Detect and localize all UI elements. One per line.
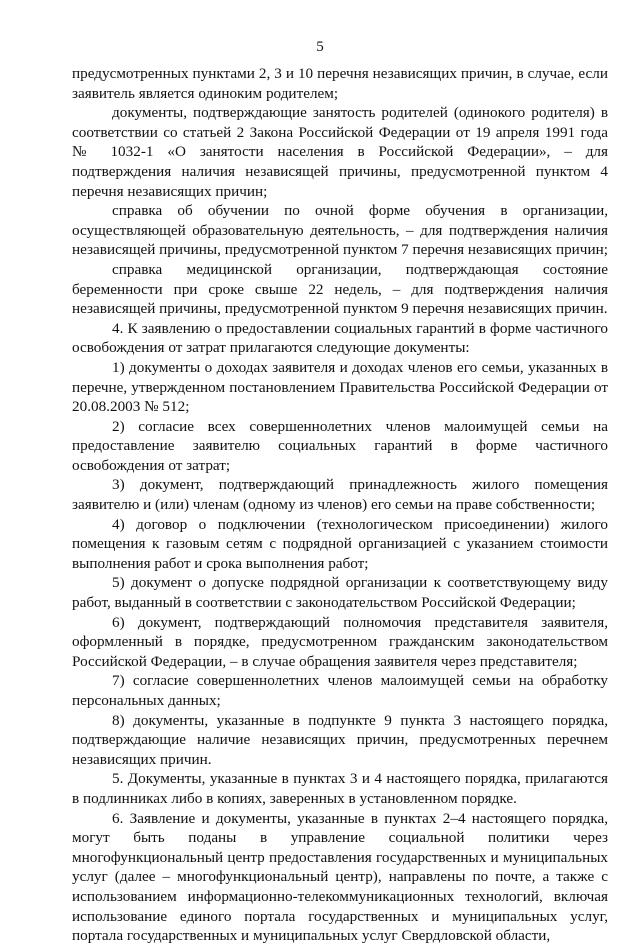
list-item-6: 6) документ, подтверждающий полномочия представителя заявителя, оформленный в порядке, предусмотренном гражданским законодательством Российской Федерации, – в случае обращения заявителя через представителя; <box>72 613 608 670</box>
paragraph-section-6: 6. Заявление и документы, указанные в пунктах 2–4 настоящего порядка, могут быть поданы в управление социальной политики через многофункциональный центр предоставления государственных и муниципальных услуг (далее – многофункциональный центр), направлены по почте, а также с использованием информационно-телекоммуникационных технологий, включая использование единого портала государственных и муниципальных услуг, портала государственных и муниципальных услуг Свердловской области, <box>72 809 608 945</box>
list-item-8: 8) документы, указанные в подпункте 9 пункта 3 настоящего порядка, подтверждающие наличие независящих причин, предусмотренных перечнем независящих причин. <box>72 711 608 768</box>
paragraph-employment-documents: документы, подтверждающие занятость родителей (одинокого родителя) в соответствии со статьей 2 Закона Российской Федерации от 19 апреля 1991 года № 1032-1 «О занятости населения в Российской Федерации», – для подтверждения наличия независящей причины, предусмотренной пунктом 4 перечня независящих причин; <box>72 104 608 200</box>
page-number: 5 <box>316 39 324 55</box>
list-item-3: 3) документ, подтверждающий принадлежность жилого помещения заявителю и (или) членам (одному из членов) его семьи на праве собственности; <box>72 476 608 514</box>
paragraph-section-5: 5. Документы, указанные в пунктах 3 и 4 настоящего порядка, прилагаются в подлинниках либо в копиях, заверенных в установленном порядке. <box>72 770 608 807</box>
list-item-2: 2) согласие всех совершеннолетних членов малоимущей семьи на предоставление заявителю социальных гарантий в форме частичного освобождения от затрат; <box>72 417 608 474</box>
paragraph-section-4: 4. К заявлению о предоставлении социальных гарантий в форме частичного освобождения от затрат прилагаются следующие документы: <box>72 319 608 357</box>
list-item-1: 1) документы о доходах заявителя и доходах членов его семьи, указанных в перечне, утвержденном постановлением Правительства Российской Федерации от 20.08.2003 № 512; <box>72 358 608 416</box>
list-item-7: 7) согласие совершеннолетних членов малоимущей семьи на обработку персональных данных; <box>72 672 608 709</box>
list-item-4: 4) договор о подключении (технологическом присоединении) жилого помещения к газовым сетям с подрядной организацией с указанием стоимости выполнения работ и срока выполнения работ; <box>72 515 608 572</box>
paragraph-continuation: предусмотренных пунктами 2, 3 и 10 перечня независящих причин, в случае, если заявитель является одиноким родителем; <box>72 65 608 102</box>
list-item-5: 5) документ о допуске подрядной организации к соответствующему виду работ, выданный в соответствии с законодательством Российской Федерации; <box>72 574 608 612</box>
paragraph-education-certificate: справка об обучении по очной форме обучения в организации, осуществляющей образовательную деятельность, – для подтверждения наличия независящей причины, предусмотренной пунктом 7 перечня независящих причин; <box>72 202 608 259</box>
paragraph-medical-certificate: справка медицинской организации, подтверждающая состояние беременности при сроке свыше 22 недель, – для подтверждения наличия независящей причины, предусмотренной пунктом 9 перечня независящих причин. <box>72 260 608 318</box>
document-body <box>72 64 608 946</box>
